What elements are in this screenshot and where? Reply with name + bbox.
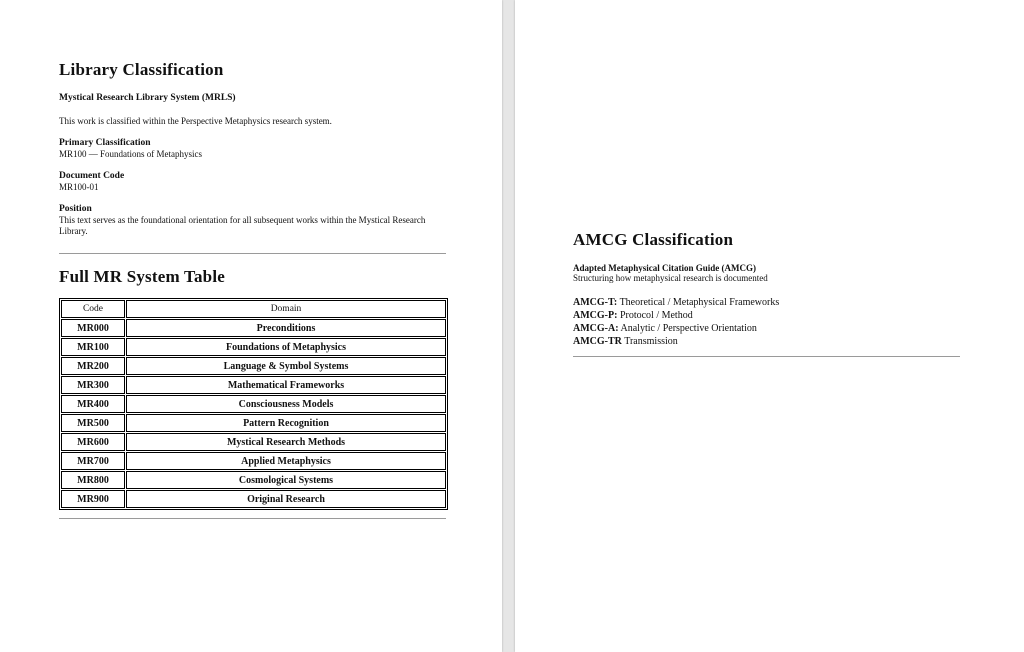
amcg-code: AMCG-T: <box>573 297 618 308</box>
table-row <box>61 490 446 508</box>
document-code-value: MR100-01 <box>59 182 99 192</box>
page-right <box>515 0 1024 652</box>
amcg-guide-name: Adapted Metaphysical Citation Guide (AMCG) <box>573 263 756 273</box>
table-row <box>61 376 446 394</box>
table-cell-domain: Mathematical Frameworks <box>126 376 446 394</box>
amcg-desc: Analytic / Perspective Orientation <box>620 323 757 334</box>
table-cell-domain: Mystical Research Methods <box>126 433 446 451</box>
page-left-content <box>59 60 446 519</box>
amcg-list <box>573 296 960 348</box>
document-code-label: Document Code <box>59 171 125 181</box>
system-table-title: Full MR System Table <box>59 267 225 286</box>
table-row <box>61 452 446 470</box>
table-row <box>61 338 446 356</box>
table-cell-code: MR900 <box>61 490 125 508</box>
position-value: This text serves as the foundational orientation for all subsequent works within the Mystical Research Library. <box>59 215 426 236</box>
library-system-name: Mystical Research Library System (MRLS) <box>59 93 236 103</box>
amcg-desc: Protocol / Method <box>619 310 693 321</box>
table-cell-domain: Applied Metaphysics <box>126 452 446 470</box>
table-row <box>61 357 446 375</box>
table-cell-domain: Pattern Recognition <box>126 414 446 432</box>
list-item <box>573 296 960 309</box>
section-divider <box>573 356 960 357</box>
amcg-code: AMCG-P: <box>573 310 618 321</box>
table-cell-code: MR600 <box>61 433 125 451</box>
table-row <box>61 395 446 413</box>
list-item <box>573 335 960 348</box>
primary-classification-value: MR100 — Foundations of Metaphysics <box>59 149 202 159</box>
position-label: Position <box>59 204 92 214</box>
library-intro: This work is classified within the Perspective Metaphysics research system. <box>59 116 332 126</box>
table-row <box>61 471 446 489</box>
table-cell-domain: Preconditions <box>126 319 446 337</box>
list-item <box>573 309 960 322</box>
table-cell-code: MR400 <box>61 395 125 413</box>
mr-system-table <box>59 298 448 510</box>
table-cell-domain: Language & Symbol Systems <box>126 357 446 375</box>
amcg-code: AMCG-A: <box>573 323 619 334</box>
table-header-code: Code <box>61 300 125 318</box>
page-left <box>0 0 502 652</box>
amcg-desc: Theoretical / Metaphysical Frameworks <box>619 297 780 308</box>
table-cell-code: MR300 <box>61 376 125 394</box>
table-cell-code: MR100 <box>61 338 125 356</box>
table-cell-domain: Cosmological Systems <box>126 471 446 489</box>
amcg-desc: Transmission <box>624 336 678 347</box>
table-header-row <box>61 300 446 318</box>
table-header-domain: Domain <box>126 300 446 318</box>
library-classification-title: Library Classification <box>59 60 224 79</box>
list-item <box>573 322 960 335</box>
table-row <box>61 319 446 337</box>
amcg-classification-title: AMCG Classification <box>573 230 734 249</box>
table-cell-code: MR500 <box>61 414 125 432</box>
table-row <box>61 433 446 451</box>
section-divider <box>59 518 446 519</box>
table-cell-code: MR200 <box>61 357 125 375</box>
primary-classification-label: Primary Classification <box>59 138 151 148</box>
table-cell-code: MR700 <box>61 452 125 470</box>
page-right-content <box>573 230 960 357</box>
amcg-code: AMCG-TR <box>573 336 622 347</box>
table-cell-domain: Consciousness Models <box>126 395 446 413</box>
table-cell-domain: Foundations of Metaphysics <box>126 338 446 356</box>
section-divider <box>59 253 446 254</box>
table-cell-code: MR000 <box>61 319 125 337</box>
table-cell-code: MR800 <box>61 471 125 489</box>
table-row <box>61 414 446 432</box>
amcg-guide-subtitle: Structuring how metaphysical research is documented <box>573 273 768 283</box>
table-cell-domain: Original Research <box>126 490 446 508</box>
